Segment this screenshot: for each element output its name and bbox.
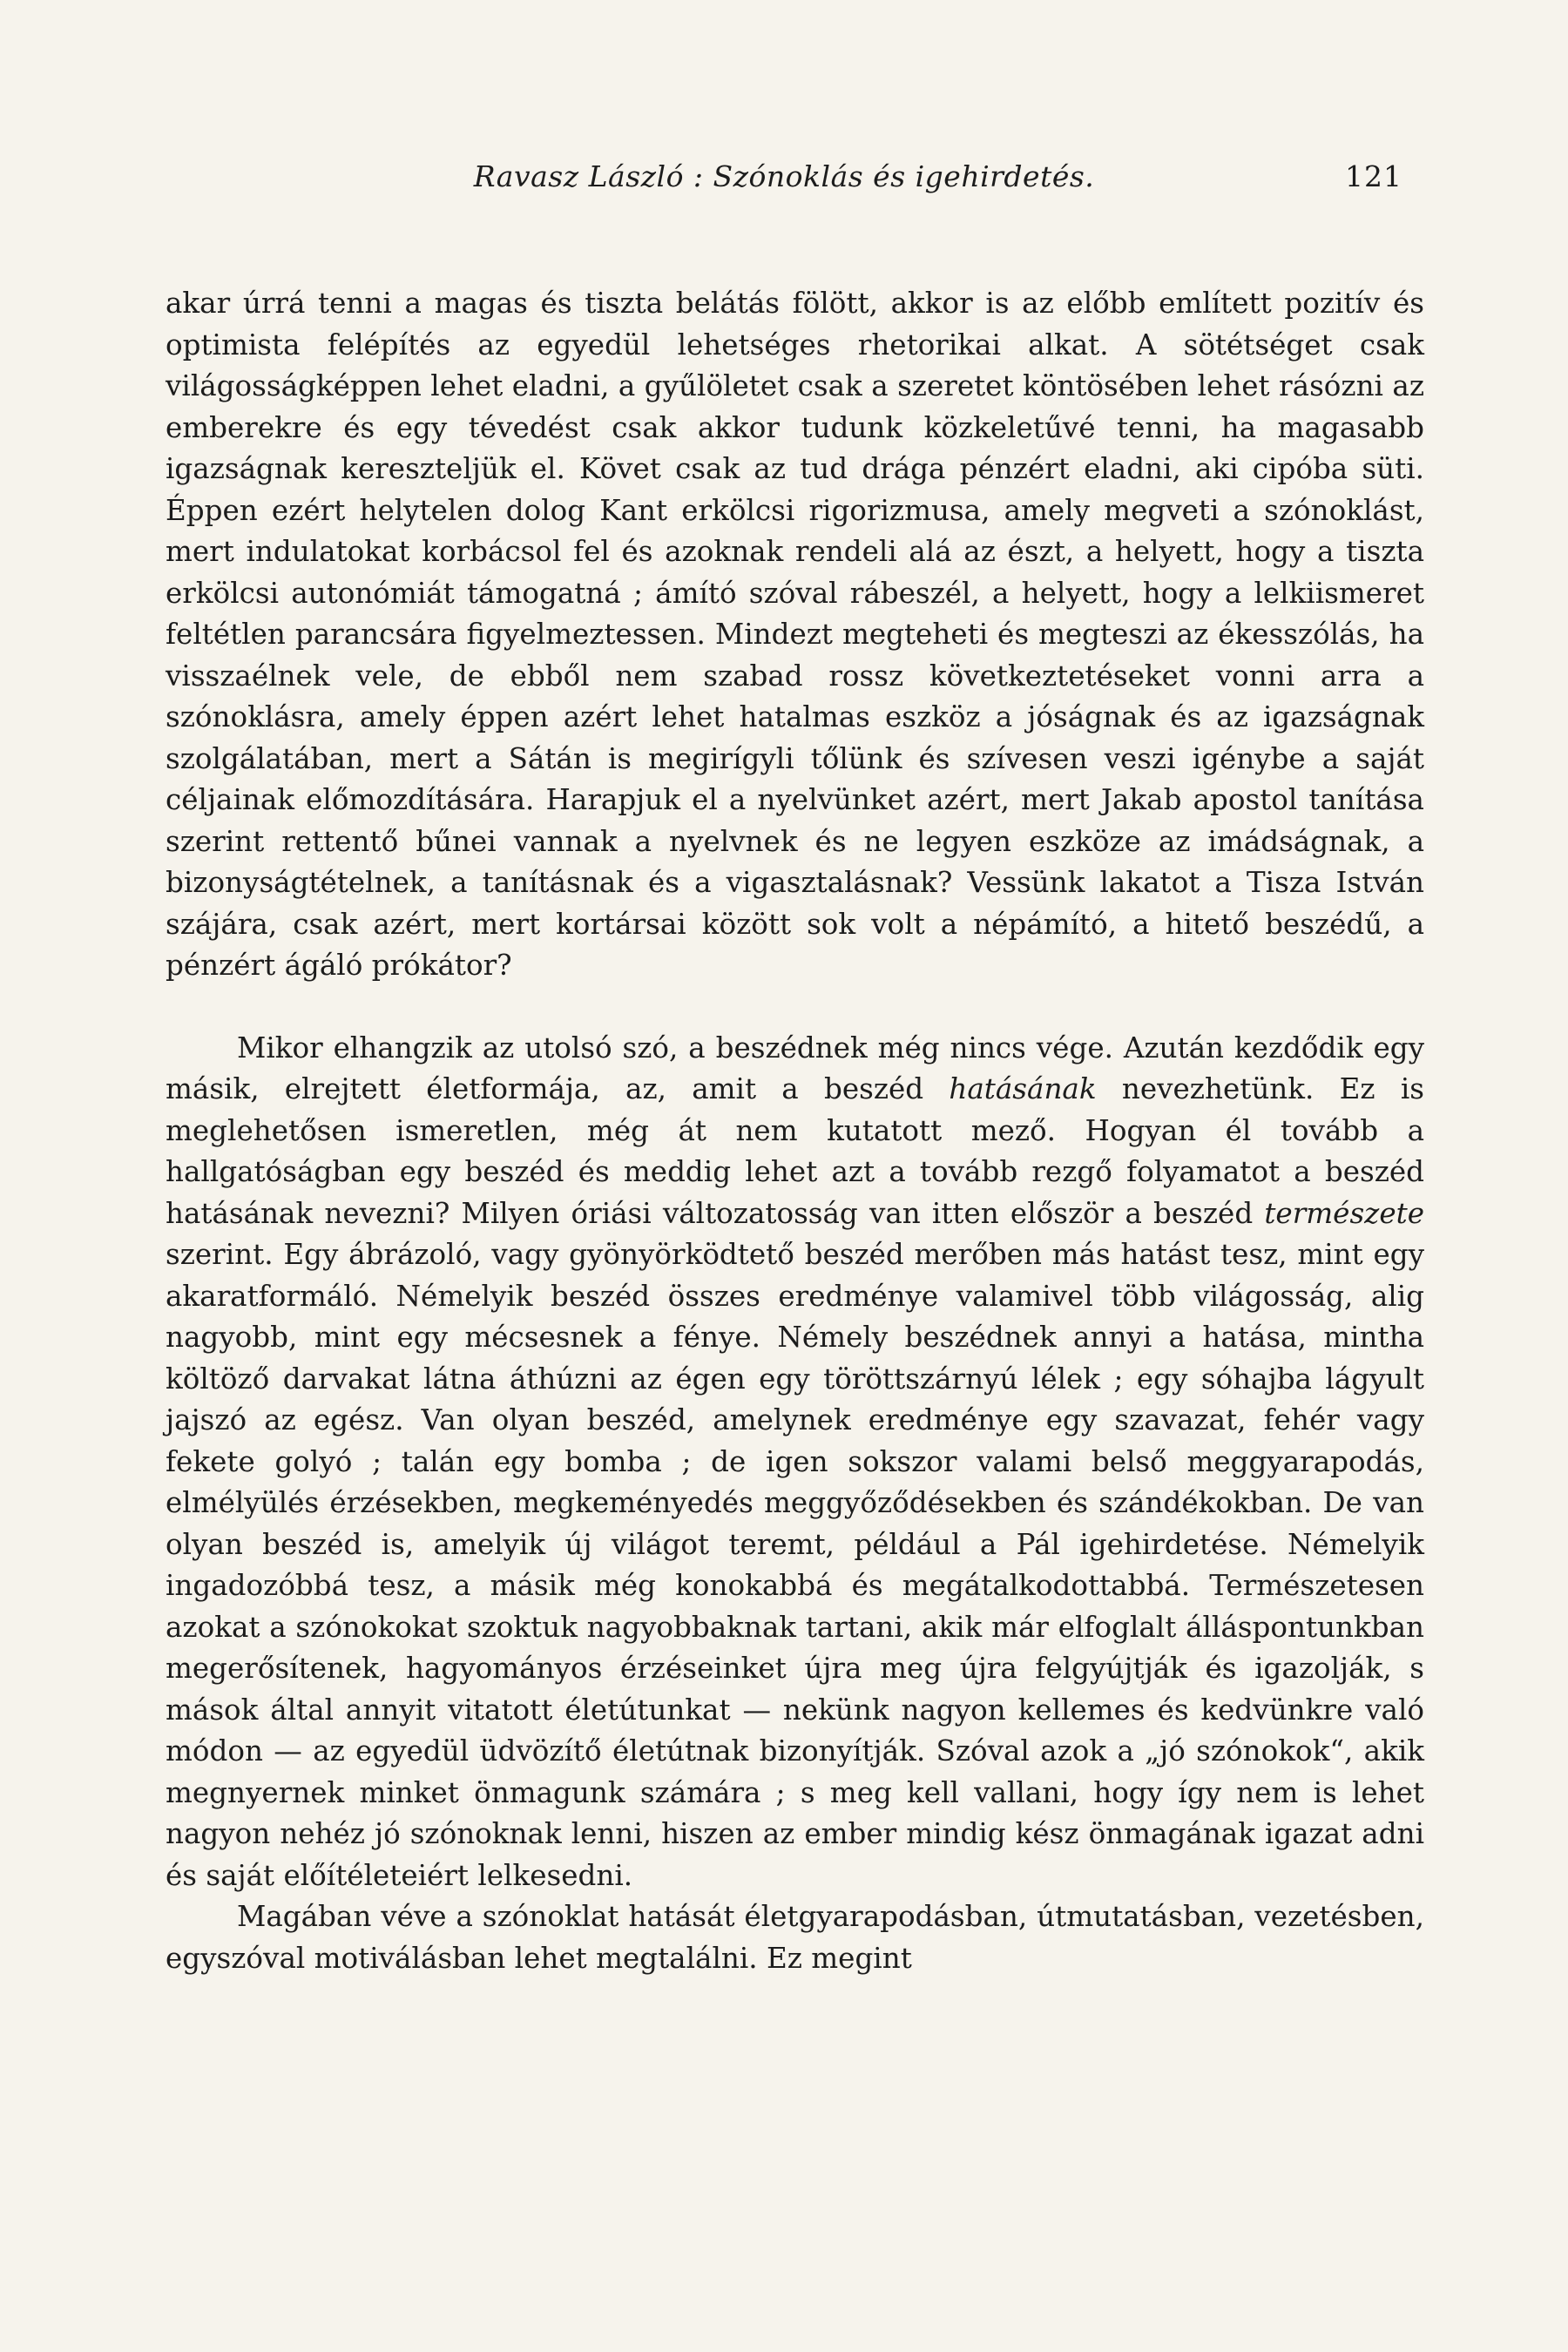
paragraph-2 xyxy=(166,1028,1424,1897)
paragraph-1: akar úrrá tenni a magas és tiszta belátás fölött, akkor is az előbb említett pozitív és optimista felépítés az egyedül lehetséges rhetorikai alkat. A sötétséget csak világosságképpen lehet eladni, a gyűlöletet csak a szeretet köntösében lehet rásózni az emberekre és egy tévedést csak akkor tudunk közkeletűvé tenni, ha magasabb igazságnak kereszteljük el. Követ csak az tud drága pénzért eladni, aki cipóba süti. Éppen ezért helytelen dolog Kant erkölcsi rigorizmusa, amely megveti a szónoklást, mert indulatokat korbácsol fel és azoknak rendeli alá az észt, a helyett, hogy a tiszta erkölcsi autonómiát támogatná ; ámító szóval rábeszél, a helyett, hogy a lelkiismeret feltétlen parancsára figyelmeztessen. Mindezt megteheti és megteszi az ékesszólás, ha visszaélnek vele, de ebből nem szabad rossz következtetéseket vonni arra a szónoklásra, amely éppen azért lehet hatalmas eszköz a jóságnak és az igazságnak szolgálatában, mert a Sátán is megirígyli tőlünk és szívesen veszi igénybe a saját céljainak előmozdítására. Harapjuk el a nyelvünket azért, mert Jakab apostol tanítása szerint rettentő bűnei vannak a nyelvnek és ne legyen eszköze az imádságnak, a bizonyságtételnek, a tanításnak és a vigasztalásnak? Vessünk lakatot a Tisza István szájára, csak azért, mert kortársai között sok volt a népámító, a hitető beszédű, a pénzért ágáló prókátor? xyxy=(166,287,1424,982)
running-title: Ravasz László : Szónoklás és igehirdetés. xyxy=(473,159,1095,193)
paragraph-2-part-3: szerint. Egy ábrázoló, vagy gyönyörködtető beszéd merőben más hatást tesz, mint egy akaratformáló. Némelyik beszéd összes eredménye valamivel több világosság, alig nagyobb, mint egy mécsesnek a fénye. Némely beszédnek annyi a hatása, mintha költöző darvakat látna áthúzni az égen egy töröttszárnyú lélek ; egy sóhajba lágyult jajszó az egész. Van olyan beszéd, amelynek eredménye egy szavazat, fehér vagy fekete golyó ; talán egy bomba ; de igen sokszor valami belső meggyarapodás, elmélyülés érzésekben, megkeményedés meggyőződésekben és szándékokban. De van olyan beszéd is, amelyik új világot teremt, például a Pál igehirdetése. Némelyik ingadozóbbá tesz, a másik még konokabbá és megátalkodottabbá. Természetesen azokat a szónokokat szoktuk nagyobbaknak tartani, akik már elfoglalt álláspontunkban megerősítenek, hagyományos érzéseinket újra meg újra felgyújtják és igazolják, s mások által annyit vitatott életútunkat — nekünk nagyon kellemes és kedvünkre való módon — az egyedül üdvözítő életútnak bizonyítják. Szóval azok a „jó szónokok“, akik megnyernek minket önmagunk számára ; s meg kell vallani, hogy így nem is lehet nagyon nehéz jó szónoknak lenni, hiszen az ember mindig kész önmagának igazat adni és saját előítéleteiért lelkesedni. xyxy=(166,1238,1424,1892)
page-number: 121 xyxy=(1345,159,1402,193)
emphasis-hatasanak: hatásának xyxy=(949,1072,1097,1105)
emphasis-termeszete: természete xyxy=(1264,1196,1424,1230)
running-head xyxy=(166,159,1402,212)
body-text xyxy=(166,283,1424,1979)
paragraph-2-part-2: nevezhetünk. Ez is meglehetősen ismeretlen, még át nem kutatott mező. Hogyan él tovább a hallgatóságban egy beszéd és meddig lehet azt a tovább rezgő folyamatot a beszéd hatásának nevezni? Milyen óriási változatosság van itten először a beszéd xyxy=(166,1072,1424,1230)
paragraph-2-part-1: Mikor elhangzik az utolsó szó, a beszédnek még nincs vége. Azután kezdődik egy másik, elrejtett életformája, az, amit a beszéd xyxy=(166,1031,1424,1105)
paragraph-3: Magában véve a szónoklat hatását életgyarapodásban, útmutatásban, vezetésben, egyszóval motiválásban lehet megtalálni. Ez megint xyxy=(166,1900,1424,1975)
